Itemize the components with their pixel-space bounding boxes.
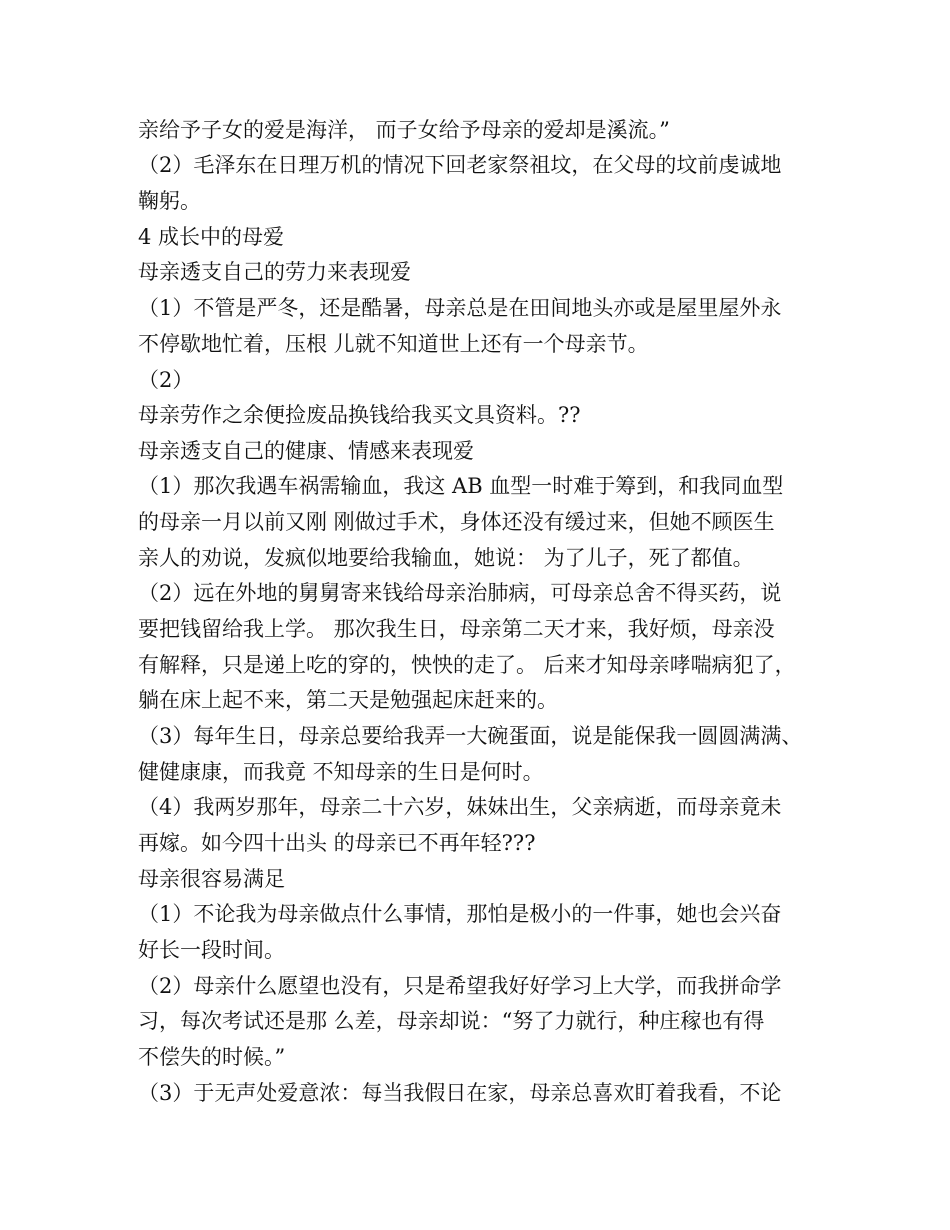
text-line: 亲给予子女的爱是海洋， 而子女给予母亲的爱却是溪流。”: [138, 118, 670, 142]
text-line: 不停歇地忙着，压根 儿就不知道世上还有一个母亲节。: [138, 332, 649, 356]
text-line: 鞠躬。: [138, 189, 201, 213]
text-line: 的母亲一月以前又刚 刚做过手术，身体还没有缓过来，但她不顾医生: [138, 510, 775, 534]
text-line: （1）不管是严冬，还是酷暑，母亲总是在田间地头亦或是屋里屋外永: [138, 296, 782, 320]
section-heading: 4 成长中的母爱: [138, 225, 285, 249]
text-line: （3）于无声处爱意浓：每当我假日在家，母亲总喜欢盯着我看，不论: [138, 1081, 782, 1105]
text-line: （2）远在外地的舅舅寄来钱给母亲治肺病，可母亲总舍不得买药，说: [138, 581, 782, 605]
subsection-heading: 母亲很容易满足: [138, 867, 285, 891]
text-line: 好长一段时间。: [138, 938, 285, 962]
text-line: 习，每次考试还是那 么差，母亲却说：“努了力就行，种庄稼也有得: [138, 1009, 765, 1033]
text-line: 亲人的劝说，发疯似地要给我输血，她说： 为了儿子，死了都值。: [138, 546, 754, 570]
text-line: （2）毛泽东在日理万机的情况下回老家祭祖坟，在父母的坟前虔诚地: [138, 153, 782, 177]
text-line: 母亲劳作之余便捡废品换钱给我买文具资料。??: [138, 403, 581, 427]
text-line: 有解释，只是递上吃的穿的，怏怏的走了。 后来才知母亲哮喘病犯了，: [138, 653, 796, 677]
text-line: （1）那次我遇车祸需输血，我这 AB 血型一时难于筹到，和我同血型: [138, 474, 784, 498]
text-line: （4）我两岁那年，母亲二十六岁，妹妹出生，父亲病逝，而母亲竟未: [138, 795, 782, 819]
subsection-heading: 母亲透支自己的劳力来表现爱: [138, 260, 411, 284]
text-line: （2）: [138, 368, 194, 392]
text-line: 躺在床上起不来，第二天是勉强起床赶来的。: [138, 688, 558, 712]
text-line: （3）每年生日，母亲总要给我弄一大碗蛋面，说是能保我一圆圆满满、: [138, 724, 803, 748]
text-line: 不偿失的时候。”: [138, 1045, 286, 1069]
text-line: 再嫁。如今四十出头 的母亲已不再年轻???: [138, 831, 536, 855]
text-line: 要把钱留给我上学。 那次我生日，母亲第二天才来，我好烦，母亲没: [138, 617, 775, 641]
subsection-heading: 母亲透支自己的健康、情感来表现爱: [138, 439, 474, 463]
text-line: 健健康康，而我竟 不知母亲的生日是何时。: [138, 760, 544, 784]
text-line: （2）母亲什么愿望也没有，只是希望我好好学习上大学，而我拼命学: [138, 974, 782, 998]
text-line: （1）不论我为母亲做点什么事情，那怕是极小的一件事，她也会兴奋: [138, 902, 782, 926]
